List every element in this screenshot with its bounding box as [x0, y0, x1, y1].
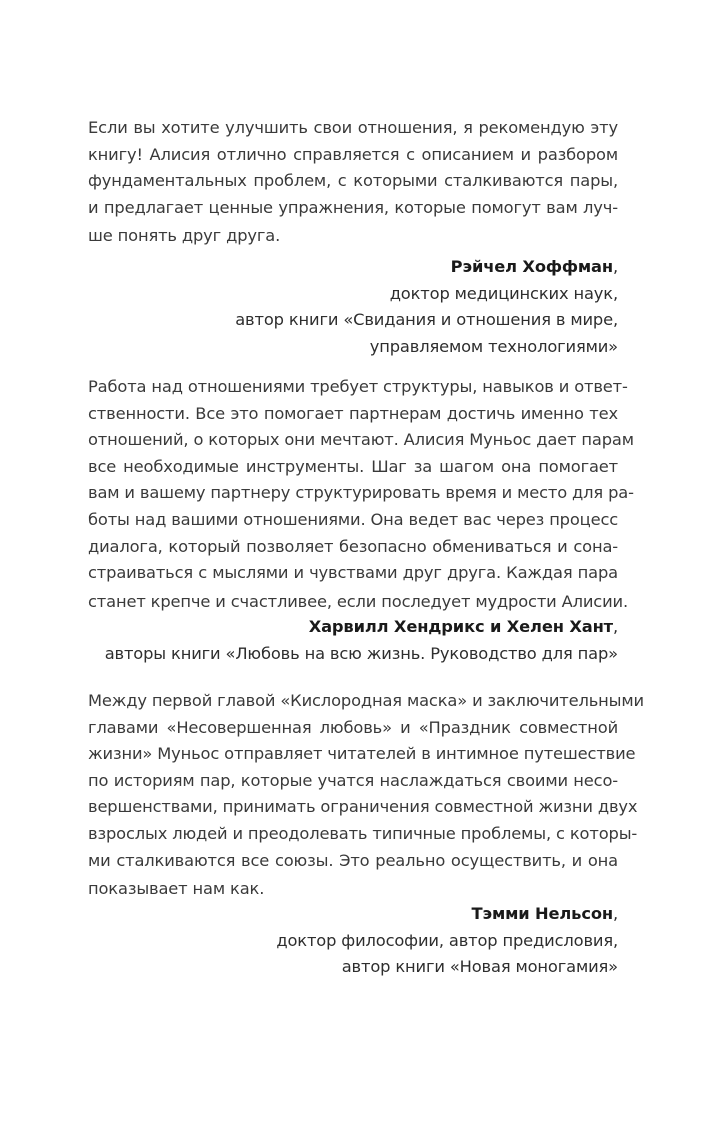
author-name: Тэмми Нельсон	[471, 904, 613, 923]
author-credential: доктор медицинских наук,	[389, 283, 618, 303]
testimonial-1-quote	[88, 115, 618, 250]
author-credential: автор книги «Новая моногамия»	[341, 957, 618, 977]
author-name: Харвилл Хендрикс и Хелен Хант	[308, 617, 613, 636]
quote-line: диалога, который позволяет безопасно обмениваться и сона-	[88, 536, 618, 556]
quote-line: боты над вашими отношениями. Она ведет вас через процесс	[88, 509, 619, 529]
quote-line: ше понять друг друга.	[88, 226, 281, 246]
quote-line: фундаментальных проблем, с которыми сталкиваются пары,	[88, 171, 618, 191]
quote-line: ми сталкиваются все союзы. Это реально осуществить, и она	[88, 850, 618, 870]
quote-line: станет крепче и счастливее, если последует мудрости Алисии.	[88, 591, 628, 611]
author-credential: авторы книги «Любовь на всю жизнь. Руководство для пар»	[104, 643, 618, 663]
quote-line: Между первой главой «Кислородная маска» и заключительными	[88, 691, 644, 710]
quote-line: взрослых людей и преодолевать типичные проблемы, с которы-	[88, 823, 638, 843]
author-name: Рэйчел Хоффман	[450, 257, 613, 276]
author-credential: автор книги «Свидания и отношения в мире,	[235, 310, 618, 330]
quote-line: и предлагает ценные упражнения, которые помогут вам луч-	[88, 197, 618, 217]
testimonial-2-quote	[88, 374, 634, 615]
quote-line: вам и вашему партнеру структурировать время и место для ра-	[88, 483, 634, 503]
author-credential: доктор философии, автор предисловия,	[276, 930, 618, 950]
quote-line: по историям пар, которые учатся наслаждаться своими несо-	[88, 770, 618, 790]
quote-line: все необходимые инструменты. Шаг за шагом она помогает	[88, 456, 618, 476]
testimonial-2-attribution: Харвилл Хендрикс и Хелен Хант, авторы книги «Любовь на всю жизнь. Руководство для пар»	[88, 614, 618, 667]
quote-line: ственности. Все это помогает партнерам достичь именно тех	[88, 403, 618, 423]
quote-line: отношений, о которых они мечтают. Алисия Муньос дает парам	[88, 430, 634, 450]
quote-line: Если вы хотите улучшить свои отношения, я рекомендую эту	[88, 118, 618, 137]
testimonial-3-quote	[88, 688, 644, 903]
testimonial-3-attribution: Тэмми Нельсон, доктор философии, автор предисловия, автор книги «Новая моногамия»	[88, 901, 618, 981]
quote-line: книгу! Алисия отлично справляется с описанием и разбором	[88, 144, 618, 164]
quote-line: показывает нам как.	[88, 879, 265, 899]
quote-line: вершенствами, принимать ограничения совместной жизни двух	[88, 797, 638, 817]
quote-line: страиваться с мыслями и чувствами друг друга. Каждая пара	[88, 563, 618, 583]
quote-line: жизни» Муньос отправляет читателей в интимное путешествие	[88, 744, 636, 764]
quote-line: главами «Несовершенная любовь» и «Праздник совместной	[88, 717, 618, 737]
quote-line: Работа над отношениями требует структуры, навыков и ответ-	[88, 377, 628, 396]
author-credential: управляемом технологиями»	[369, 336, 618, 356]
testimonial-1-attribution: Рэйчел Хоффман, доктор медицинских наук, автор книги «Свидания и отношения в мире, управляемом технологиями»	[88, 254, 618, 360]
